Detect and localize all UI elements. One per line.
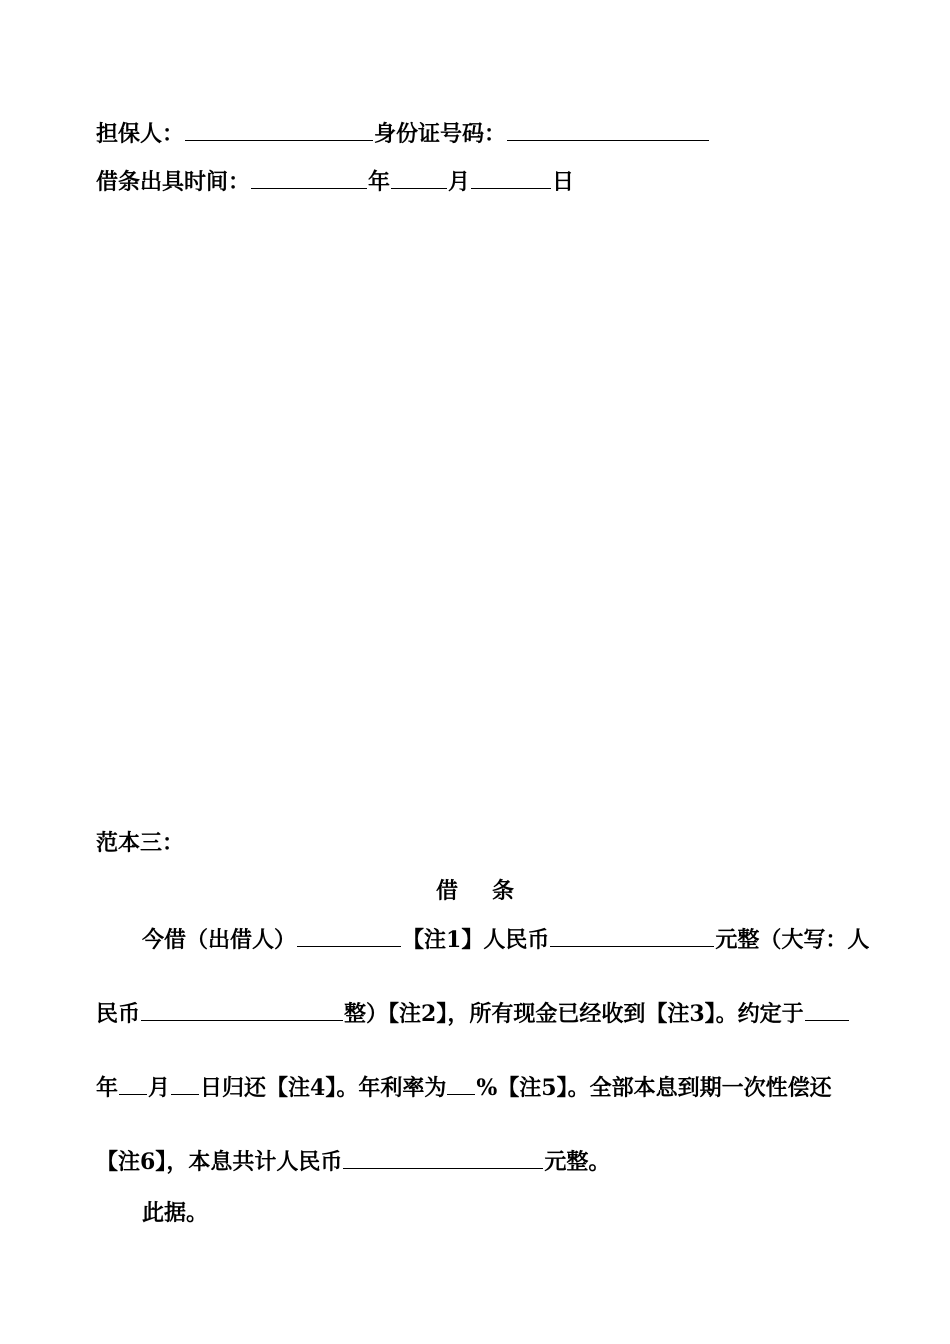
guarantor-line [96, 118, 710, 149]
guarantor-label: 担保人： [96, 121, 185, 147]
note-4: 【注4】 [266, 1075, 337, 1101]
guarantor-blank[interactable] [185, 118, 373, 141]
note-6: 【注6】 [96, 1149, 167, 1175]
body-line-3 [96, 1072, 832, 1103]
issue-month-blank[interactable] [391, 166, 447, 189]
issue-date-label: 借条出具时间： [96, 169, 251, 195]
note-3: 【注3】 [645, 1001, 716, 1027]
percent-sign: % [476, 1075, 498, 1101]
day-label: 日 [552, 169, 575, 195]
rate-text: 。年利率为 [336, 1075, 447, 1101]
body-line-2 [96, 998, 850, 1029]
title-char-1: 借 [435, 878, 458, 904]
lender-blank[interactable] [297, 924, 401, 947]
issue-year-blank[interactable] [251, 166, 367, 189]
total-suffix: 元整。 [544, 1149, 611, 1175]
note-2: 【注2】 [388, 1001, 448, 1027]
amount-upper-suffix: 整） [344, 1001, 389, 1027]
amount-blank[interactable] [550, 924, 714, 947]
issue-day-blank[interactable] [471, 166, 551, 189]
amount-upper-blank[interactable] [141, 998, 343, 1021]
note-1: 【注1】 [402, 927, 484, 953]
repay-month-blank[interactable] [119, 1072, 147, 1095]
repay-year-label: 年 [96, 1075, 119, 1101]
body-line-4 [96, 1146, 610, 1177]
received-text: ，所有现金已经收到 [447, 1001, 646, 1027]
closing-text: 此据。 [142, 1200, 209, 1226]
year-label: 年 [368, 169, 391, 195]
repay-day-label: 日归还 [200, 1075, 267, 1101]
rmb-text: 人民币 [483, 927, 550, 953]
lender-text: 今借（出借人） [142, 927, 297, 953]
id-number-blank[interactable] [507, 118, 709, 141]
rmb-text-2: 民币 [96, 1001, 141, 1027]
template3-heading: 范本三： [96, 830, 185, 856]
repay-day-blank[interactable] [171, 1072, 199, 1095]
id-number-label: 身份证号码： [374, 121, 507, 147]
rate-blank[interactable] [447, 1072, 475, 1095]
body-line-1 [142, 924, 869, 955]
repay-year-blank[interactable] [805, 998, 849, 1021]
issue-date-line [96, 166, 574, 197]
total-text: ，本息共计人民币 [166, 1149, 343, 1175]
title-char-2: 条 [492, 878, 515, 904]
month-label: 月 [448, 169, 471, 195]
repay-month-label: 月 [148, 1075, 171, 1101]
agreed-text: 。约定于 [715, 1001, 804, 1027]
total-blank[interactable] [343, 1146, 543, 1169]
repay-all-text: 。全部本息到期一次性偿还 [567, 1075, 832, 1101]
document-title [0, 874, 950, 905]
amount-suffix: 元整（大写：人 [715, 927, 870, 953]
note-5: 【注5】 [497, 1075, 568, 1101]
